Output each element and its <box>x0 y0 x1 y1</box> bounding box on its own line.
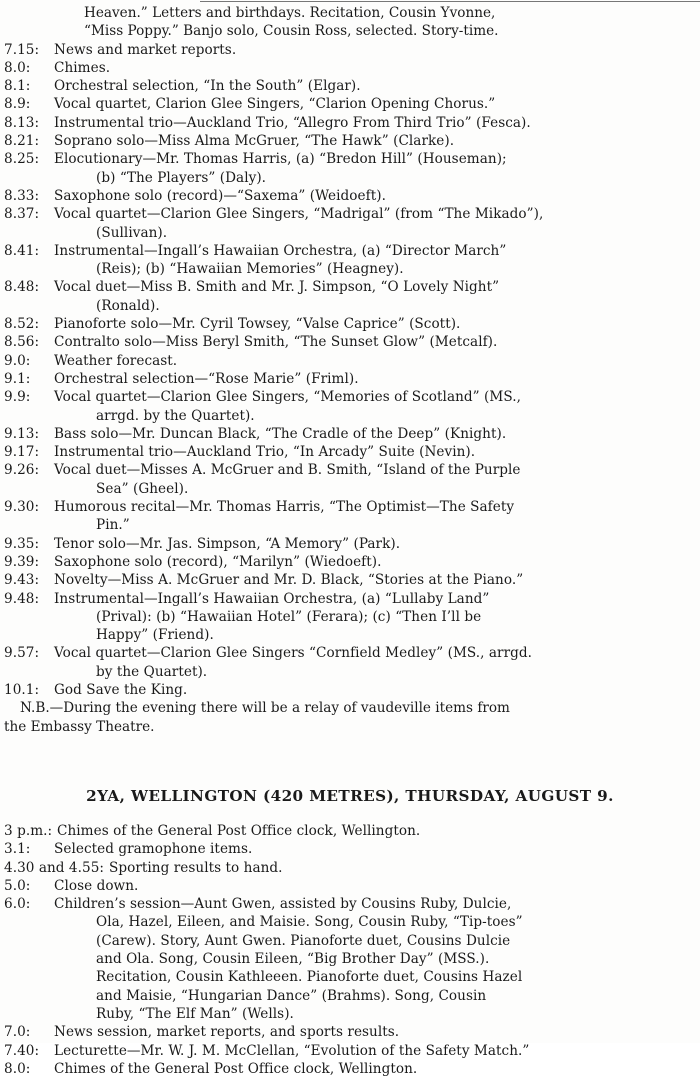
entry-time: 9.43: <box>4 572 40 589</box>
entry-time: 9.39: <box>4 553 40 570</box>
entry-text: Chimes of the General Post Office clock, Wellington. <box>57 823 421 839</box>
entry-text: Close down. <box>54 877 139 894</box>
entry-time: 8.21: <box>4 133 40 150</box>
entry-time: 8.52: <box>4 316 40 333</box>
programme-entry <box>0 278 700 315</box>
entry-time: 7.0: <box>4 1024 31 1041</box>
entry-time: 8.41: <box>4 242 40 259</box>
programme-entry <box>0 498 700 535</box>
entry-text: (Carew). Story, Aunt Gwen. Pianoforte duet, Cousins Dulcie <box>96 932 511 949</box>
programme-entry <box>0 388 700 425</box>
entry-time: 9.17: <box>4 444 40 461</box>
programme-entry <box>0 77 700 95</box>
entry-text: Contralto solo—Miss Beryl Smith, “The Sunset Glow” (Metcalf). <box>54 334 498 351</box>
entry-text: arrgd. by the Quartet). <box>96 407 255 424</box>
programme-entry <box>0 877 700 895</box>
entry-text: Vocal duet—Misses A. McGruer and B. Smith, “Island of the Purple <box>54 462 521 479</box>
continuation-line: “Miss Poppy.” Banjo solo, Cousin Ross, selected. Story-time. <box>84 23 499 40</box>
entry-time: 9.1: <box>4 370 31 387</box>
programme-entry <box>0 443 700 461</box>
entry-text: Vocal duet—Miss B. Smith and Mr. J. Simpson, “O Lovely Night” <box>54 279 500 296</box>
entry-text: Lecturette—Mr. W. J. M. McClellan, “Evolution of the Safety Match.” <box>54 1042 530 1059</box>
entry-time: 7.15: <box>4 41 40 58</box>
programme-entry <box>0 590 700 645</box>
entry-time: 8.13: <box>4 114 40 131</box>
programme-list <box>0 822 700 1078</box>
programme-entry <box>0 681 700 699</box>
entry-text: (b) “The Players” (Daly). <box>96 169 267 186</box>
entry-text: Vocal quartet—Clarion Glee Singers, “Madrigal” (from “The Mikado”), <box>54 206 544 223</box>
entry-time: 9.57: <box>4 645 40 662</box>
entry-text: Children’s session—Aunt Gwen, assisted by Cousins Ruby, Dulcie, <box>54 896 512 913</box>
entry-text: Humorous recital—Mr. Thomas Harris, “The Optimist—The Safety <box>54 499 515 516</box>
programme-section-2 <box>0 822 700 1078</box>
entry-text: Vocal quartet—Clarion Glee Singers “Cornfield Medley” (MS., arrgd. <box>54 645 533 662</box>
entry-text: Instrumental—Ingall’s Hawaiian Orchestra, (a) “Lullaby Land” <box>54 590 490 607</box>
entry-text: Tenor solo—Mr. Jas. Simpson, “A Memory” (Park). <box>54 535 401 552</box>
entry-text: Bass solo—Mr. Duncan Black, “The Cradle of the Deep” (Knight). <box>54 425 507 442</box>
entry-text: Ola, Hazel, Eileen, and Maisie. Song, Cousin Ruby, “Tip-toes” <box>96 914 523 931</box>
entry-text: Saxophone solo (record), “Marilyn” (Wiedoeft). <box>54 553 382 570</box>
programme-entry <box>0 41 700 59</box>
entry-text: Sea” (Gheel). <box>96 480 189 497</box>
programme-entry <box>0 370 700 388</box>
entry-time: 8.25: <box>4 151 40 168</box>
entry-text: by the Quartet). <box>96 663 208 680</box>
entry-time: 3 p.m.: <box>4 823 53 839</box>
programme-entry <box>0 333 700 351</box>
programme-section-1 <box>0 4 700 736</box>
entry-text: Sporting results to hand. <box>109 859 283 876</box>
programme-entry <box>0 535 700 553</box>
entry-time: 9.9: <box>4 389 31 406</box>
note-line: N.B.—During the evening there will be a relay of vaudeville items from <box>20 700 510 717</box>
programme-entry <box>0 114 700 132</box>
entry-text: (Ronald). <box>96 297 160 314</box>
entry-text: Recitation, Cousin Kathleeen. Pianoforte duet, Cousins Hazel <box>96 969 523 986</box>
programme-entry <box>0 895 700 1023</box>
programme-entry <box>0 425 700 443</box>
entry-text: God Save the King. <box>54 681 188 698</box>
programme-entry <box>0 95 700 113</box>
entry-text: Instrumental trio—Auckland Trio, “In Arcady” Suite (Nevin). <box>54 444 476 461</box>
entry-text: Selected gramophone items. <box>54 841 253 858</box>
entry-time: 8.48: <box>4 279 40 296</box>
entry-text: Soprano solo—Miss Alma McGruer, “The Hawk” (Clarke). <box>54 133 455 150</box>
entry-time: 6.0: <box>4 896 31 913</box>
entry-text: Orchestral selection—“Rose Marie” (Friml). <box>54 370 359 387</box>
programme-entry <box>0 205 700 242</box>
programme-entry <box>0 242 700 279</box>
entry-time: 9.26: <box>4 462 40 479</box>
entry-text: Chimes of the General Post Office clock, Wellington. <box>54 1060 418 1077</box>
programme-entry <box>0 461 700 498</box>
entry-time: 10.1: <box>4 681 40 698</box>
entry-text: Vocal quartet, Clarion Glee Singers, “Clarion Opening Chorus.” <box>54 96 496 113</box>
entry-time: 8.9: <box>4 96 31 113</box>
entry-text: and Ola. Song, Cousin Eileen, “Big Brother Day” (MSS.). <box>96 951 490 968</box>
entry-text: Happy” (Friend). <box>96 627 214 644</box>
entry-time: 5.0: <box>4 877 31 894</box>
entry-text: Elocutionary—Mr. Thomas Harris, (a) “Bredon Hill” (Houseman); <box>54 151 507 168</box>
entry-text: (Sullivan). <box>96 224 168 241</box>
programme-entry <box>0 352 700 370</box>
entry-time: 8.0: <box>4 1060 31 1077</box>
entry-time: 9.30: <box>4 499 40 516</box>
entry-text: Instrumental—Ingall’s Hawaiian Orchestra, (a) “Director March” <box>54 242 507 259</box>
programme-entry <box>0 859 700 877</box>
top-rule <box>200 1 700 2</box>
entry-time: 8.56: <box>4 334 40 351</box>
entry-time: 8.0: <box>4 59 31 76</box>
programme-entry <box>0 187 700 205</box>
entry-time: 8.37: <box>4 206 40 223</box>
entry-time: 8.33: <box>4 187 40 204</box>
programme-entry <box>0 840 700 858</box>
note-line: the Embassy Theatre. <box>4 718 155 735</box>
programme-entry <box>0 315 700 333</box>
programme-note <box>0 699 700 736</box>
station-heading: 2YA, WELLINGTON (420 METRES), THURSDAY, AUGUST 9. <box>86 787 614 805</box>
entry-text: News session, market reports, and sports results. <box>54 1024 400 1041</box>
entry-time: 4.30 and 4.55: <box>4 859 105 876</box>
entry-text: (Prival): (b) “Hawaiian Hotel” (Ferara); (c) “Then I’ll be <box>96 608 482 625</box>
programme-entry <box>0 150 700 187</box>
entry-text: Ruby, “The Elf Man” (Wells). <box>96 1005 294 1022</box>
entry-text: Novelty—Miss A. McGruer and Mr. D. Black, “Stories at the Piano.” <box>54 572 524 589</box>
entry-text: and Maisie, “Hungarian Dance” (Brahms). Song, Cousin <box>96 987 487 1004</box>
programme-entry <box>0 59 700 77</box>
entry-text: Weather forecast. <box>54 352 178 369</box>
entry-time: 9.48: <box>4 590 40 607</box>
entry-text: Instrumental trio—Auckland Trio, “Allegro From Third Trio” (Fesca). <box>54 114 531 131</box>
entry-time: 9.35: <box>4 535 40 552</box>
entry-text: Chimes. <box>54 59 111 76</box>
entry-text: Vocal quartet—Clarion Glee Singers, “Memories of Scotland” (MS., <box>54 389 521 406</box>
programme-entry <box>0 1023 700 1041</box>
programme-entry <box>0 571 700 589</box>
entry-time: 3.1: <box>4 841 31 858</box>
entry-time: 9.0: <box>4 352 31 369</box>
entry-text: Orchestral selection, “In the South” (Elgar). <box>54 78 361 95</box>
programme-entry <box>0 822 700 840</box>
entry-time: 9.13: <box>4 425 40 442</box>
programme-entry <box>0 132 700 150</box>
continuation-line: Heaven.” Letters and birthdays. Recitation, Cousin Yvonne, <box>84 5 496 21</box>
entry-text: (Reis); (b) “Hawaiian Memories” (Heagney). <box>96 261 404 278</box>
programme-list <box>0 41 700 700</box>
entry-time: 7.40: <box>4 1042 40 1059</box>
entry-text: News and market reports. <box>54 41 237 58</box>
programme-entry <box>0 644 700 681</box>
entry-text: Pianoforte solo—Mr. Cyril Towsey, “Valse Caprice” (Scott). <box>54 316 461 333</box>
entry-time: 8.1: <box>4 78 31 95</box>
programme-entry <box>0 1042 700 1060</box>
programme-entry <box>0 1060 700 1078</box>
programme-entry <box>0 553 700 571</box>
entry-text: Saxophone solo (record)—“Saxema” (Weidoeft). <box>54 187 386 204</box>
entry-text: Pin.” <box>96 517 130 534</box>
